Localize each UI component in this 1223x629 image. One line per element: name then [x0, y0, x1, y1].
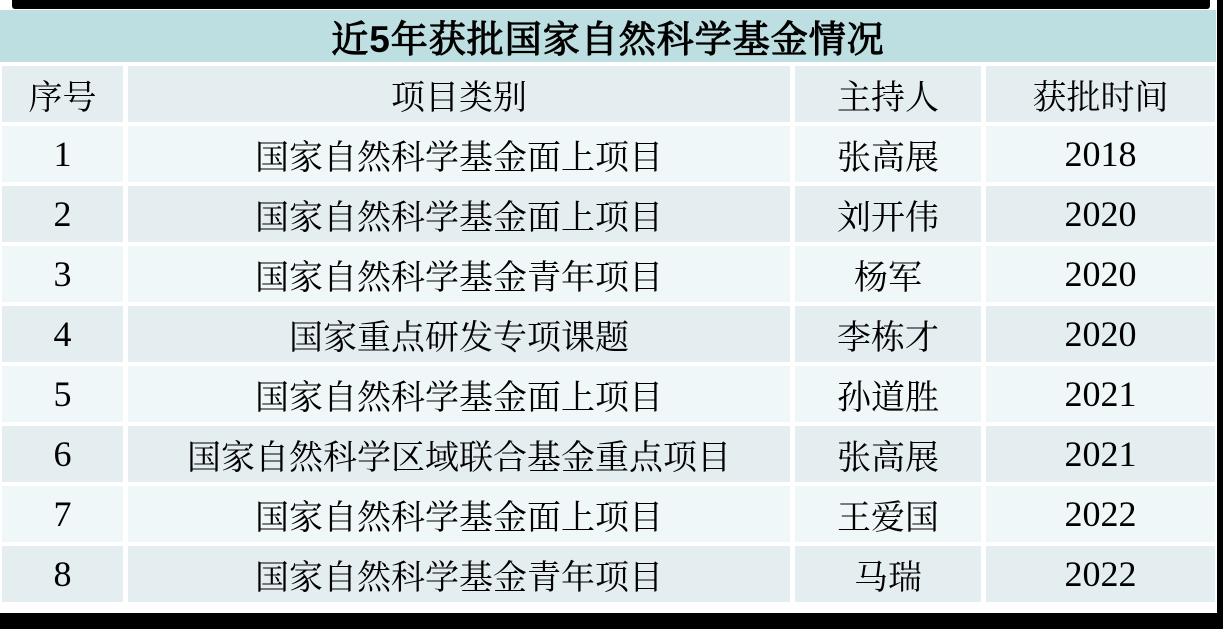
table-cell: 国家自然科学基金面上项目: [128, 366, 790, 422]
column-header-2: 主持人: [795, 66, 981, 122]
table-cell: 孙道胜: [795, 366, 981, 422]
title-band: [0, 10, 1216, 62]
table-cell: 2022: [986, 546, 1215, 602]
table-cell: 2020: [986, 306, 1215, 362]
table-cell: 1: [2, 126, 123, 182]
table-cell: 国家自然科学基金青年项目: [128, 546, 790, 602]
table-cell: 2020: [986, 186, 1215, 242]
table-cell: 5: [2, 366, 123, 422]
table-cell: 2021: [986, 426, 1215, 482]
table-cell: 3: [2, 246, 123, 302]
column-header-1: 项目类别: [128, 66, 790, 122]
grants-table: [2, 66, 1215, 602]
column-header-0: 序号: [2, 66, 123, 122]
frame-right-bar: [1217, 0, 1223, 629]
table-cell: 刘开伟: [795, 186, 981, 242]
table-cell: 马瑞: [795, 546, 981, 602]
table-cell: 2022: [986, 486, 1215, 542]
table-cell: 8: [2, 546, 123, 602]
table-title: 近5年获批国家自然科学基金情况: [331, 19, 885, 60]
table-cell: 2: [2, 186, 123, 242]
table-cell: 国家自然科学基金青年项目: [128, 246, 790, 302]
table-cell: 国家自然科学基金面上项目: [128, 126, 790, 182]
table-cell: 王爱国: [795, 486, 981, 542]
table-cell: 李栋才: [795, 306, 981, 362]
column-header-3: 获批时间: [986, 66, 1215, 122]
table-cell: 2020: [986, 246, 1215, 302]
table-cell: 张高展: [795, 126, 981, 182]
table-cell: 2018: [986, 126, 1215, 182]
table-cell: 2021: [986, 366, 1215, 422]
table-cell: 国家重点研发专项课题: [128, 306, 790, 362]
table-cell: 国家自然科学基金面上项目: [128, 486, 790, 542]
table-cell: 张高展: [795, 426, 981, 482]
table-cell: 4: [2, 306, 123, 362]
table-cell: 杨军: [795, 246, 981, 302]
table-cell: 7: [2, 486, 123, 542]
table-cell: 6: [2, 426, 123, 482]
frame-top-bar: [12, 0, 1210, 9]
table-cell: 国家自然科学基金面上项目: [128, 186, 790, 242]
frame-bottom-bar: [0, 613, 1223, 629]
table-cell: 国家自然科学区域联合基金重点项目: [128, 426, 790, 482]
